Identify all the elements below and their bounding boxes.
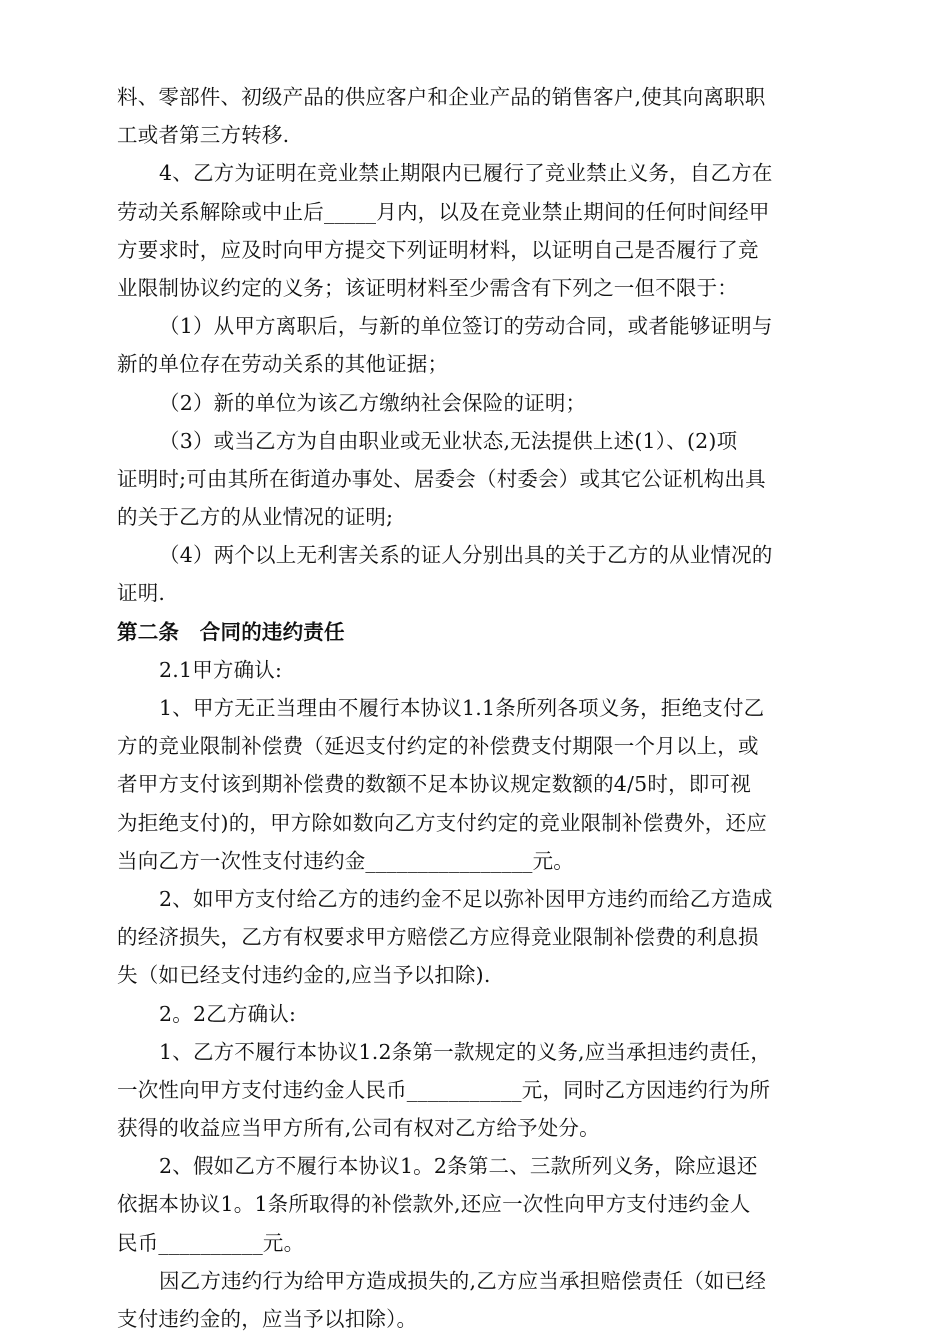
text-line: 料、零部件、初级产品的供应客户和企业产品的销售客户,使其向离职职 [117, 85, 766, 109]
text-line: 的经济损失，乙方有权要求甲方赔偿乙方应得竞业限制补偿费的利息损 [117, 925, 759, 950]
text-line: （4）两个以上无利害关系的证人分别出具的关于乙方的从业情况的 [159, 543, 773, 568]
text-line: 方要求时，应及时向甲方提交下列证明材料，以证明自己是否履行了竞 [117, 237, 759, 262]
text-line: 2、假如乙方不履行本协议1。2条第二、三款所列义务，除应退还 [159, 1154, 758, 1179]
text-line: 一次性向甲方支付违约金人民币___________元，同时乙方因违约行为所 [117, 1077, 771, 1102]
text-line: 依据本协议1。1条所取得的补偿款外,还应一次性向甲方支付违约金人 [117, 1192, 751, 1217]
section-heading: 第二条 合同的违约责任 [117, 619, 345, 644]
text-line: 民币__________元。 [117, 1230, 305, 1255]
text-line: 因乙方违约行为给甲方造成损失的,乙方应当承担赔偿责任（如已经 [159, 1268, 767, 1293]
text-line: 1、甲方无正当理由不履行本协议1.1条所列各项义务，拒绝支付乙 [159, 696, 765, 720]
text-line: 4、乙方为证明在竞业禁止期限内已履行了竞业禁止义务，自乙方在 [159, 161, 773, 186]
text-line: 业限制协议约定的义务；该证明材料至少需含有下列之一但不限于： [117, 275, 738, 300]
text-line: 证明. [117, 581, 166, 606]
text-line: 劳动关系解除或中止后_____月内，以及在竞业禁止期间的任何时间经甲 [117, 199, 770, 224]
text-line: 证明时;可由其所在街道办事处、居委会（村委会）或其它公证机构出具 [117, 466, 766, 491]
text-line: （3）或当乙方为自由职业或无业状态,无法提供上述(1）、(2)项 [159, 428, 738, 453]
text-line: 获得的收益应当甲方所有,公司有权对乙方给予处分。 [117, 1116, 600, 1141]
text-line: 支付违约金的，应当予以扣除）。 [117, 1307, 418, 1331]
text-line: 新的单位存在劳动关系的其他证据； [117, 352, 449, 377]
text-line: 2、如甲方支付给乙方的违约金不足以弥补因甲方违约而给乙方造成 [159, 886, 773, 911]
text-line: 2.1甲方确认: [159, 657, 283, 682]
text-line: 1、乙方不履行本协议1.2条第一款规定的义务,应当承担违约责任， [159, 1039, 772, 1064]
text-line: 为拒绝支付)的，甲方除如数向乙方支付约定的竞业限制补偿费外，还应 [117, 810, 767, 835]
text-line: 方的竞业限制补偿费（延迟支付约定的补偿费支付期限一个月以上，或 [117, 734, 759, 759]
text-line: （2）新的单位为该乙方缴纳社会保险的证明； [159, 390, 587, 415]
document-page [117, 78, 827, 1338]
text-line: （1）从甲方离职后，与新的单位签订的劳动合同，或者能够证明与 [159, 314, 773, 339]
text-line: 失（如已经支付违约金的,应当予以扣除). [117, 963, 491, 988]
text-line: 的关于乙方的从业情况的证明; [117, 505, 394, 530]
text-line: 当向乙方一次性支付违约金________________元。 [117, 848, 574, 873]
text-line: 者甲方支付该到期补偿费的数额不足本协议规定数额的4/5时，即可视 [117, 772, 751, 797]
text-line: 工或者第三方转移. [117, 123, 290, 148]
text-line: 2。2乙方确认: [159, 1001, 297, 1026]
